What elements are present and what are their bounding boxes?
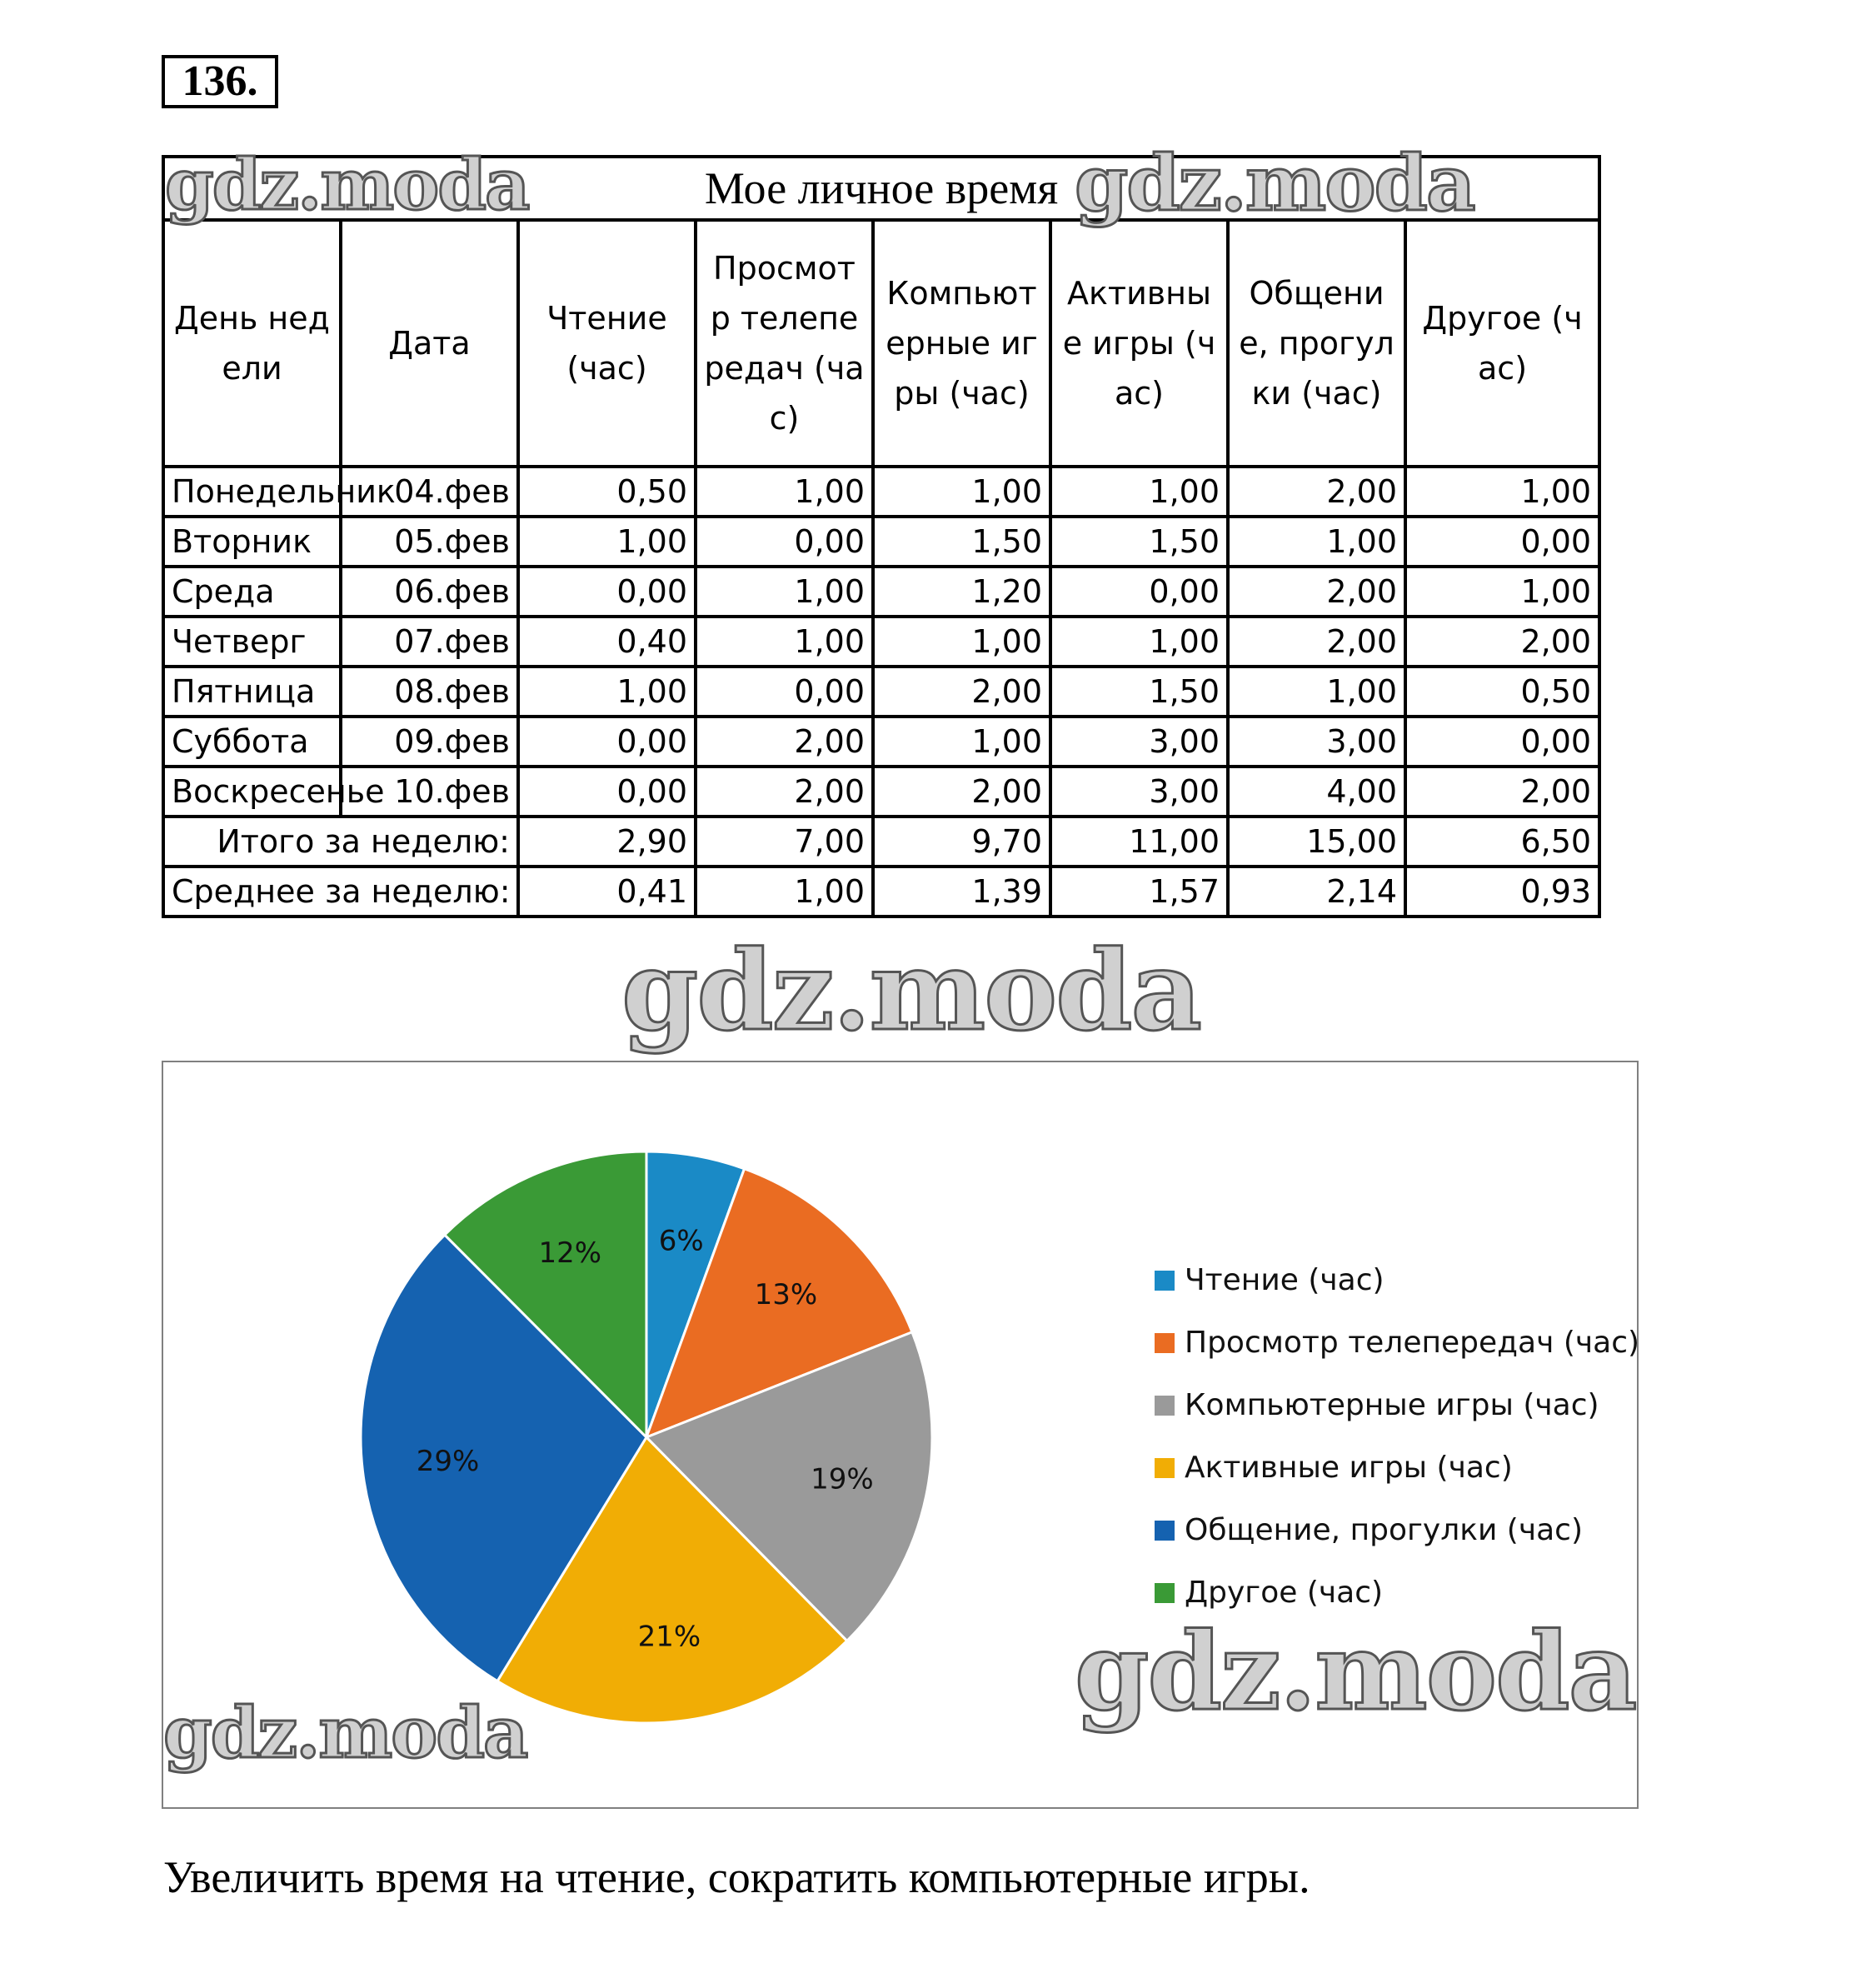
legend-swatch bbox=[1155, 1458, 1175, 1478]
header-active-games: Активные игры (час) bbox=[1050, 220, 1228, 467]
table-row bbox=[163, 767, 1599, 817]
legend-swatch bbox=[1155, 1333, 1175, 1353]
value-cell: 0,00 bbox=[518, 567, 696, 617]
value-cell: 2,00 bbox=[1228, 567, 1405, 617]
value-cell: 1,00 bbox=[873, 467, 1050, 517]
header-day: День недели bbox=[163, 220, 341, 467]
total-label: Итого за неделю: bbox=[163, 817, 518, 867]
table-row bbox=[163, 517, 1599, 567]
value-cell: 1,00 bbox=[696, 567, 873, 617]
value-cell: 0,00 bbox=[696, 667, 873, 717]
value-cell: 3,00 bbox=[1050, 767, 1228, 817]
pie-data-label: 12% bbox=[538, 1236, 602, 1271]
average-value-cell: 1,39 bbox=[873, 867, 1050, 917]
total-value-cell: 6,50 bbox=[1405, 817, 1599, 867]
average-value-cell: 1,00 bbox=[696, 867, 873, 917]
day-cell: Воскресенье bbox=[163, 767, 341, 817]
value-cell: 0,50 bbox=[1405, 667, 1599, 717]
average-value-cell: 0,41 bbox=[518, 867, 696, 917]
value-cell: 1,00 bbox=[1050, 617, 1228, 667]
legend-label: Компьютерные игры (час) bbox=[1185, 1388, 1599, 1422]
average-label: Среднее за неделю: bbox=[163, 867, 518, 917]
value-cell: 2,00 bbox=[696, 767, 873, 817]
value-cell: 0,00 bbox=[1405, 517, 1599, 567]
table-title: Мое личное время bbox=[163, 157, 1599, 220]
value-cell: 1,00 bbox=[518, 667, 696, 717]
total-value-cell: 7,00 bbox=[696, 817, 873, 867]
value-cell: 1,00 bbox=[873, 717, 1050, 767]
legend-item bbox=[1155, 1311, 1639, 1374]
value-cell: 0,00 bbox=[518, 767, 696, 817]
watermark: gdz.moda bbox=[1075, 138, 1474, 228]
value-cell: 1,00 bbox=[518, 517, 696, 567]
value-cell: 1,00 bbox=[1228, 667, 1405, 717]
value-cell: 2,00 bbox=[1228, 467, 1405, 517]
legend-label: Чтение (час) bbox=[1185, 1263, 1385, 1297]
conclusion-text: Увеличить время на чтение, сократить компьютерные игры. bbox=[163, 1852, 1310, 1902]
watermark: gdz.moda bbox=[1075, 1610, 1636, 1735]
total-value-cell: 2,90 bbox=[518, 817, 696, 867]
day-cell: Пятница bbox=[163, 667, 341, 717]
value-cell: 1,00 bbox=[873, 617, 1050, 667]
legend-swatch bbox=[1155, 1583, 1175, 1603]
legend-item bbox=[1155, 1374, 1639, 1436]
total-row bbox=[163, 817, 1599, 867]
day-cell: Среда bbox=[163, 567, 341, 617]
value-cell: 4,00 bbox=[1228, 767, 1405, 817]
average-value-cell: 1,57 bbox=[1050, 867, 1228, 917]
legend-item bbox=[1155, 1249, 1639, 1311]
pie-data-label: 13% bbox=[754, 1277, 818, 1311]
table-row bbox=[163, 567, 1599, 617]
value-cell: 1,20 bbox=[873, 567, 1050, 617]
legend-swatch bbox=[1155, 1271, 1175, 1291]
personal-time-table bbox=[162, 155, 1601, 918]
value-cell: 0,00 bbox=[1405, 717, 1599, 767]
legend-label: Общение, прогулки (час) bbox=[1185, 1513, 1584, 1547]
value-cell: 1,00 bbox=[696, 617, 873, 667]
legend-label: Активные игры (час) bbox=[1185, 1451, 1513, 1485]
value-cell: 3,00 bbox=[1050, 717, 1228, 767]
value-cell: 2,00 bbox=[1405, 617, 1599, 667]
day-cell: Понедельник bbox=[163, 467, 341, 517]
value-cell: 1,50 bbox=[1050, 667, 1228, 717]
task-number: 136. bbox=[162, 55, 278, 108]
value-cell: 0,00 bbox=[696, 517, 873, 567]
header-other: Другое (час) bbox=[1405, 220, 1599, 467]
value-cell: 2,00 bbox=[1228, 617, 1405, 667]
legend-item bbox=[1155, 1499, 1639, 1561]
value-cell: 1,50 bbox=[873, 517, 1050, 567]
table-row bbox=[163, 717, 1599, 767]
watermark: gdz.moda bbox=[621, 927, 1201, 1056]
legend-swatch bbox=[1155, 1396, 1175, 1416]
header-tv: Просмотр телепередач (час) bbox=[696, 220, 873, 467]
table-row bbox=[163, 617, 1599, 667]
value-cell: 1,00 bbox=[1228, 517, 1405, 567]
value-cell: 0,40 bbox=[518, 617, 696, 667]
watermark: gdz.moda bbox=[165, 143, 529, 226]
date-cell: 06.фев bbox=[341, 567, 518, 617]
legend-label: Другое (час) bbox=[1185, 1576, 1384, 1610]
header-computer-games: Компьютерные игры (час) bbox=[873, 220, 1050, 467]
total-value-cell: 11,00 bbox=[1050, 817, 1228, 867]
legend-label: Просмотр телепередач (час) bbox=[1185, 1326, 1640, 1360]
date-cell: 10.фев bbox=[341, 767, 518, 817]
average-row bbox=[163, 867, 1599, 917]
value-cell: 2,00 bbox=[1405, 767, 1599, 817]
date-cell: 09.фев bbox=[341, 717, 518, 767]
pie-data-label: 6% bbox=[658, 1224, 704, 1258]
table-row bbox=[163, 667, 1599, 717]
value-cell: 2,00 bbox=[696, 717, 873, 767]
pie-data-label: 21% bbox=[637, 1620, 701, 1654]
value-cell: 1,50 bbox=[1050, 517, 1228, 567]
total-value-cell: 15,00 bbox=[1228, 817, 1405, 867]
day-cell: Четверг bbox=[163, 617, 341, 667]
watermark: gdz.moda bbox=[163, 1691, 527, 1774]
average-value-cell: 2,14 bbox=[1228, 867, 1405, 917]
legend-item bbox=[1155, 1436, 1639, 1499]
average-value-cell: 0,93 bbox=[1405, 867, 1599, 917]
value-cell: 0,00 bbox=[518, 717, 696, 767]
total-value-cell: 9,70 bbox=[873, 817, 1050, 867]
value-cell: 0,00 bbox=[1050, 567, 1228, 617]
header-walks: Общение, прогулки (час) bbox=[1228, 220, 1405, 467]
value-cell: 1,00 bbox=[1405, 467, 1599, 517]
value-cell: 3,00 bbox=[1228, 717, 1405, 767]
date-cell: 05.фев bbox=[341, 517, 518, 567]
day-cell: Суббота bbox=[163, 717, 341, 767]
value-cell: 1,00 bbox=[1050, 467, 1228, 517]
pie-data-label: 29% bbox=[416, 1445, 480, 1479]
value-cell: 2,00 bbox=[873, 767, 1050, 817]
chart-legend bbox=[1155, 1249, 1639, 1624]
header-reading: Чтение (час) bbox=[518, 220, 696, 467]
value-cell: 1,00 bbox=[696, 467, 873, 517]
value-cell: 1,00 bbox=[1405, 567, 1599, 617]
value-cell: 2,00 bbox=[873, 667, 1050, 717]
table-row bbox=[163, 467, 1599, 517]
day-cell: Вторник bbox=[163, 517, 341, 567]
date-cell: 07.фев bbox=[341, 617, 518, 667]
header-date: Дата bbox=[341, 220, 518, 467]
legend-swatch bbox=[1155, 1521, 1175, 1541]
pie-data-label: 19% bbox=[811, 1462, 874, 1496]
date-cell: 08.фев bbox=[341, 667, 518, 717]
value-cell: 0,50 bbox=[518, 467, 696, 517]
date-cell: 04.фев bbox=[341, 467, 518, 517]
